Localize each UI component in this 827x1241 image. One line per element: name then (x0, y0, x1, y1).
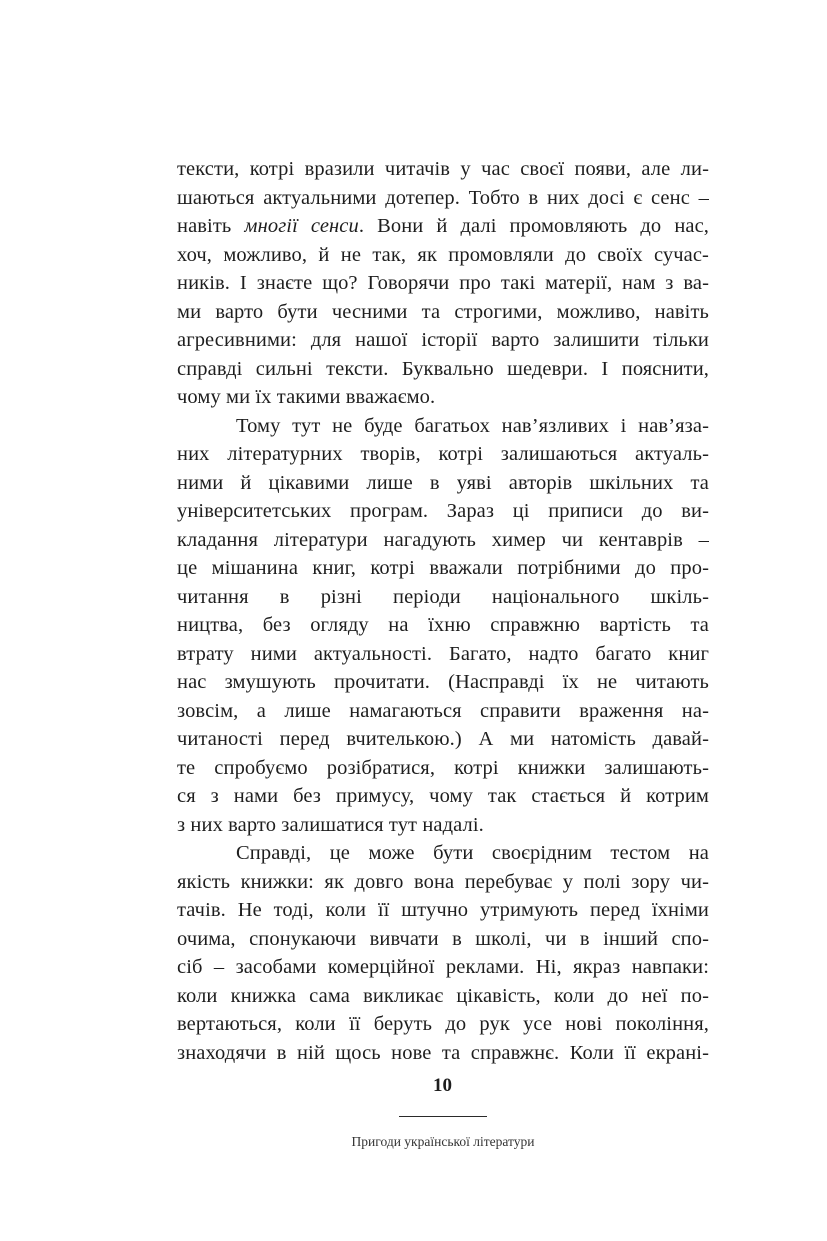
paragraph-start-line: Справді, це може бути своєрідним тестом на (236, 842, 709, 864)
text-line: нас змушують прочитати. (Насправді їх не читають (177, 671, 709, 693)
text-line: ництва, без огляду на їхню справжню вартість та (177, 614, 709, 636)
text-line: хоч, можливо, й не так, як промовляли до своїх сучас- (177, 243, 709, 266)
text-line: знаходячи в ній щось нове та справжнє. Коли її екрані- (177, 1041, 709, 1064)
text-line: них літературних творів, котрі залишаються актуаль- (177, 443, 709, 465)
text-line: ними й цікавими лише в уяві авторів шкільних та (177, 471, 709, 494)
paragraph-end-line: з них варто залишатися тут надалі. (177, 813, 484, 836)
text-line: справді сильні тексти. Буквально шедеври. І пояснити, (177, 357, 709, 380)
text-line: якість книжки: як довго вона перебуває у полі зору чи- (177, 870, 709, 893)
text-line: вертаються, коли її беруть до рук усе нові покоління, (177, 1013, 709, 1035)
page-body-text (177, 155, 709, 1067)
page-number: 10 (433, 1075, 452, 1096)
text-line-head: навіть (177, 215, 245, 237)
text-line: ників. І знаєте що? Говорячи про такі матерії, нам з ва- (177, 272, 709, 294)
italic-phrase: многії сенси (244, 215, 359, 237)
text-line: читаності перед вчителькою.) А ми натомість давай- (177, 728, 709, 750)
text-line: ся з нами без примусу, чому так стається й котрим (177, 785, 709, 807)
text-line: очима, спонукаючи вивчати в школі, чи в інший спо- (177, 927, 709, 950)
text-line: ми варто бути чесними та строгими, можливо, навіть (177, 300, 709, 323)
text-line-tail: . Вони й далі промовляють до нас, (358, 215, 710, 237)
text-line: шаються актуальними дотепер. Тобто в них досі є сенс – (177, 186, 709, 209)
text-line (177, 212, 709, 241)
text-line: університетських програм. Зараз ці приписи до ви- (177, 500, 709, 522)
text-line: тачів. Не тоді, коли її штучно утримують перед їхніми (177, 899, 709, 921)
footer-divider (399, 1116, 487, 1117)
text-line: це мішанина книг, котрі вважали потрібними до про- (177, 557, 709, 579)
text-line: сіб – засобами комерційної реклами. Ні, якраз навпаки: (177, 956, 709, 978)
text-line: агресивними: для нашої історії варто залишити тільки (177, 329, 709, 351)
paragraph-start-line: Тому тут не буде багатьох нав’язливих і нав’яза- (236, 414, 709, 437)
paragraph-end-line: чому ми їх такими вважаємо. (177, 386, 436, 408)
running-footer-book-title: Пригоди української літератури (351, 1134, 535, 1149)
text-line: коли книжка сама викликає цікавість, коли до неї по- (177, 984, 709, 1007)
text-line: зовсім, а лише намагаються справити враження на- (177, 699, 709, 722)
text-line: кладання літератури нагадують химер чи кентаврів – (177, 528, 709, 551)
text-line: те спробуємо розібратися, котрі книжки залишають- (177, 756, 709, 779)
text-line: втрату ними актуальності. Багато, надто багато книг (177, 642, 709, 665)
text-line: читання в різні періоди національного шкіль- (177, 585, 709, 608)
text-line: тексти, котрі вразили читачів у час своєї появи, але ли- (177, 158, 709, 180)
